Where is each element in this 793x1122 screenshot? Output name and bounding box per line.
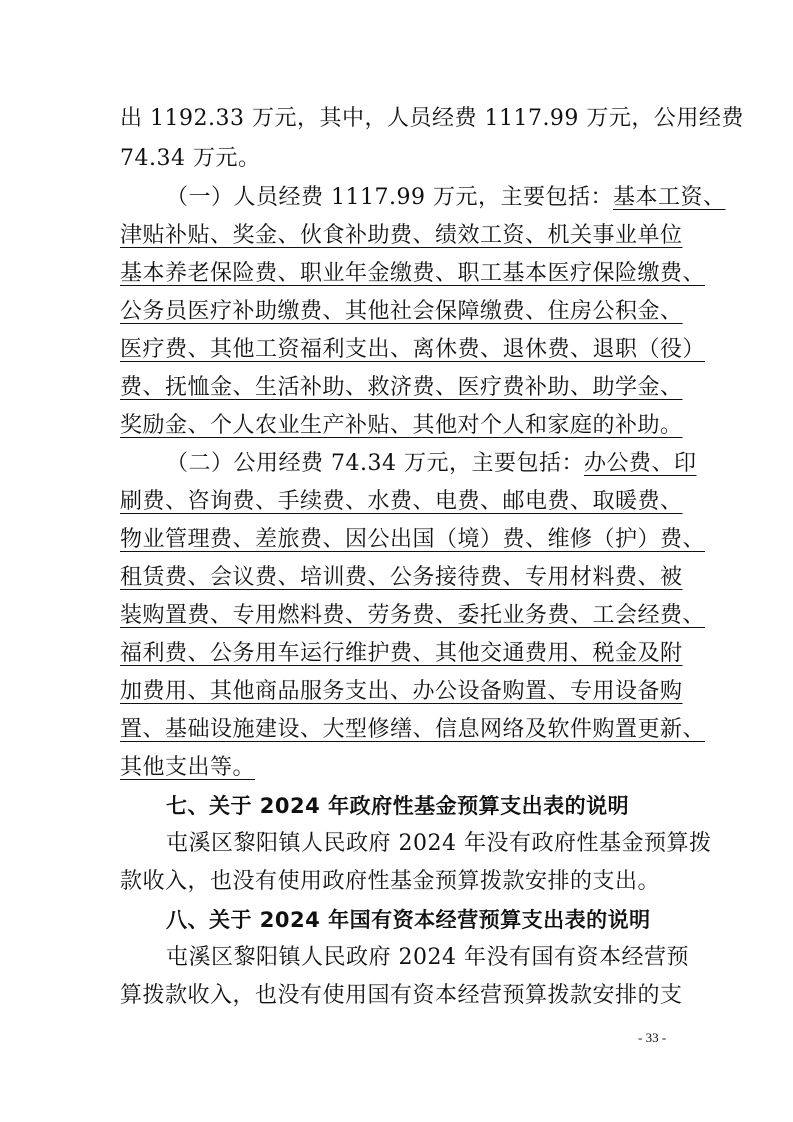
public-items-line: 福利费、公务用车运行维护费、其他交通费用、税金及附 xyxy=(120,641,683,666)
public-items-last-line xyxy=(120,753,673,783)
personnel-items-line: 费、抚恤金、生活补助、救济费、医疗费补助、助学金、 xyxy=(120,375,683,400)
public-lead-line xyxy=(166,449,697,479)
text-line: 算拨款收入，也没有使用国有资本经营预算拨款安排的支 xyxy=(120,983,683,1008)
public-items-line: 加费用、其他商品服务支出、办公设备购置、专用设备购 xyxy=(120,679,683,704)
personnel-items-line: 医疗费、其他工资福利支出、离休费、退休费、退职（役） xyxy=(120,337,706,362)
section-heading: 八、关于 2024 年国有资本经营预算支出表的说明 xyxy=(166,908,651,932)
text-line: 屯溪区黎阳镇人民政府 2024 年没有国有资本经营预 xyxy=(166,945,689,970)
personnel-lead: （一）人员经费 1117.99 万元，主要包括： xyxy=(166,185,613,210)
public-items-line: 物业管理费、差旅费、因公出国（境）费、维修（护）费、 xyxy=(120,527,706,552)
text-line: 出 1192.33 万元，其中，人员经费 1117.99 万元，公用经费 xyxy=(120,106,744,131)
public-items-line: 租赁费、会议费、培训费、公务接待费、专用材料费、被 xyxy=(120,565,683,590)
public-items-line: 刷费、咨询费、手续费、水费、电费、邮电费、取暖费、 xyxy=(120,489,683,514)
text-line: 款收入，也没有使用政府性基金预算拨款安排的支出。 xyxy=(120,869,661,894)
public-lead: （二）公用经费 74.34 万元，主要包括： xyxy=(166,451,584,476)
page-number: - 33 - xyxy=(638,1030,667,1045)
public-items-line: 置、基础设施建设、大型修缮、信息网络及软件购置更新、 xyxy=(120,717,706,742)
public-items-line: 装购置费、专用燃料费、劳务费、委托业务费、工会经费、 xyxy=(120,603,706,628)
section-heading: 七、关于 2024 年政府性基金预算支出表的说明 xyxy=(166,794,630,818)
text-line: 屯溪区黎阳镇人民政府 2024 年没有政府性基金预算拨 xyxy=(166,831,712,856)
personnel-lead-line xyxy=(166,183,726,213)
personnel-items-line: 基本养老保险费、职业年金缴费、职工基本医疗保险缴费、 xyxy=(120,261,706,286)
personnel-items-start: 基本工资、 xyxy=(612,185,726,210)
public-items-start: 办公费、印 xyxy=(583,451,697,476)
public-items-end: 其他支出等。 xyxy=(120,755,256,780)
text-line: 74.34 万元。 xyxy=(120,146,261,171)
personnel-items-line: 奖励金、个人农业生产补贴、其他对个人和家庭的补助。 xyxy=(120,413,683,438)
personnel-items-line: 津贴补贴、奖金、伙食补助费、绩效工资、机关事业单位 xyxy=(120,223,683,248)
personnel-items-line: 公务员医疗补助缴费、其他社会保障缴费、住房公积金、 xyxy=(120,299,683,324)
